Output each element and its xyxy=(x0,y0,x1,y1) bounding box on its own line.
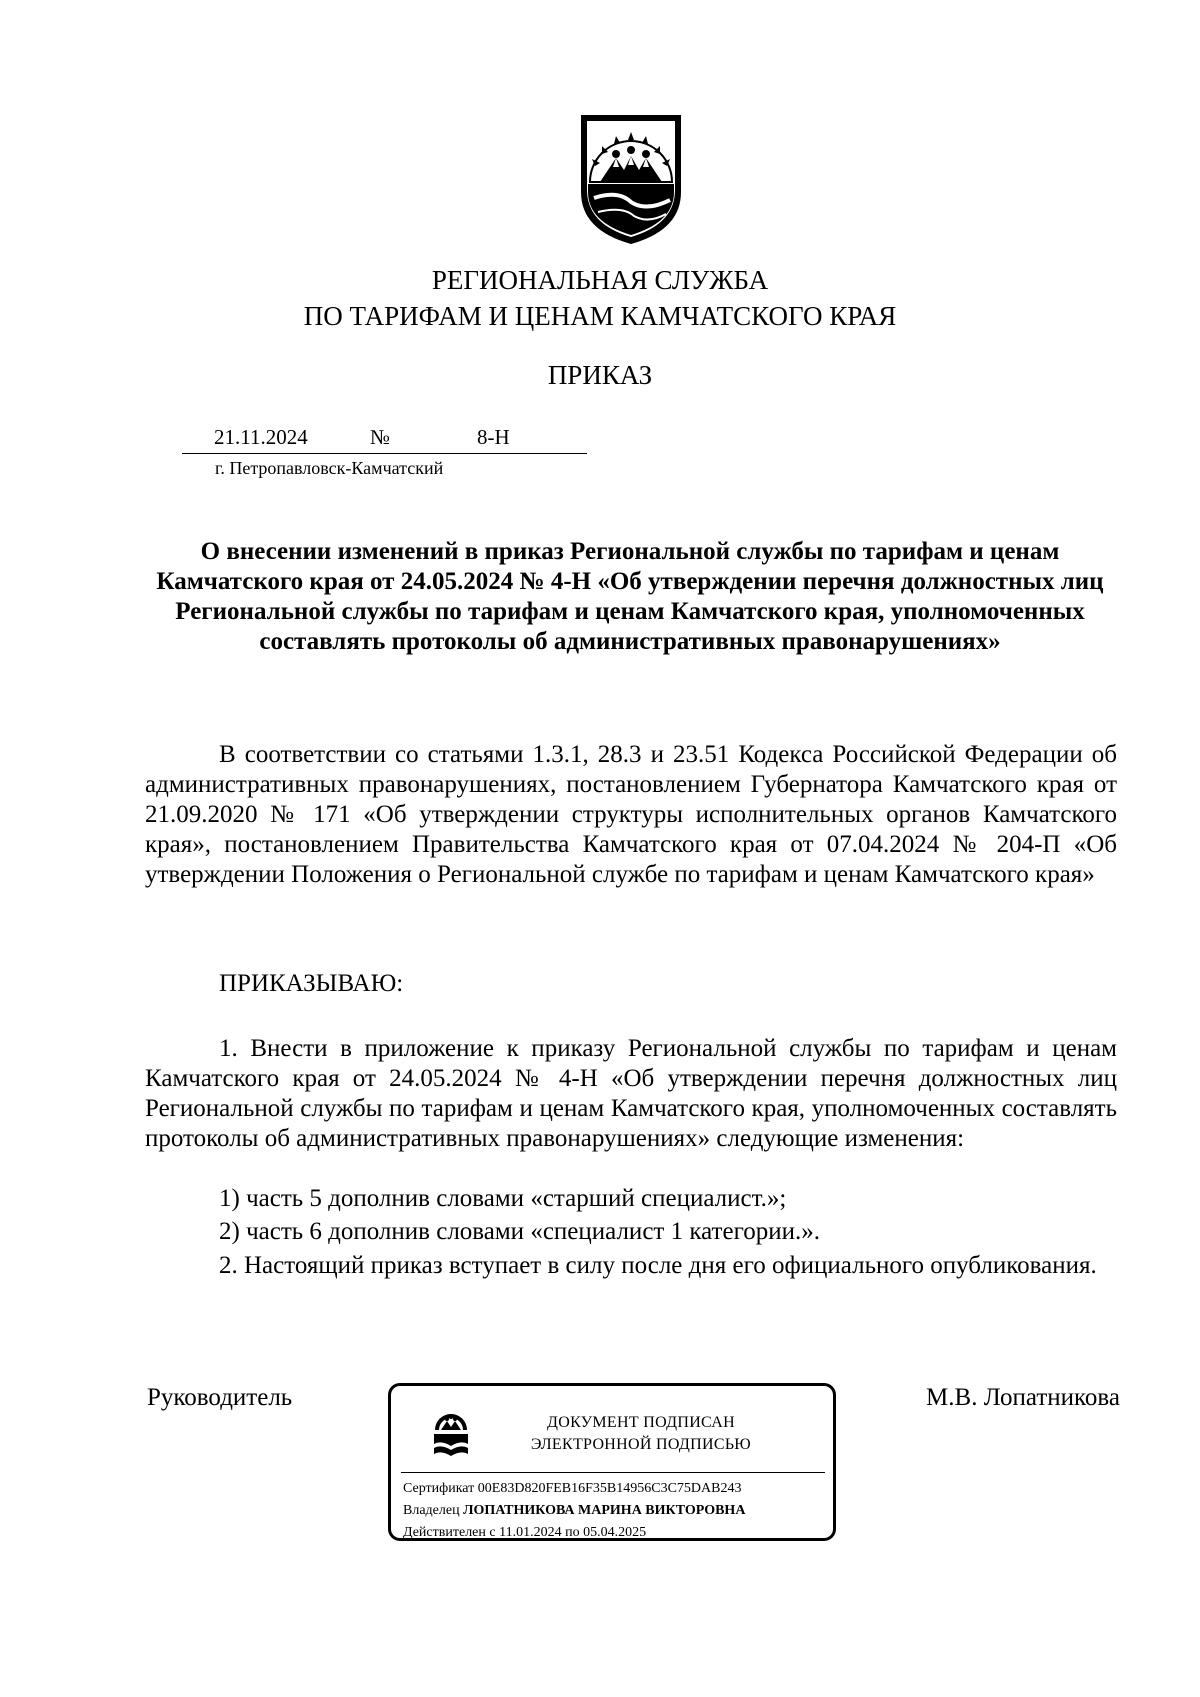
document-type: ПРИКАЗ xyxy=(547,360,653,390)
item-2-paragraph: 2. Настоящий приказ вступает в силу после дня его официального опубликования. xyxy=(219,1252,1097,1279)
stamp-divider xyxy=(401,1472,825,1473)
stamp-validity xyxy=(403,1524,646,1542)
item-1-paragraph: 1. Внести в приложение к приказу Региональной службы по тарифам и ценам Камчатского края от 24.05.2024 № 4-Н «Об утверждении перечня должностных лиц Региональной службы по тарифам и ценам Камчатского края, уполномоченных составлять протоколы об административных правонарушениях» следующие изменения: xyxy=(145,1035,1117,1152)
date-number-line xyxy=(182,425,587,454)
certificate-label: Сертификат xyxy=(403,1481,475,1496)
order-word: ПРИКАЗЫВАЮ: xyxy=(219,970,404,997)
stamp-owner xyxy=(403,1502,745,1520)
item-1-subitem-1: 1) часть 5 дополнив словами «старший специалист.»; xyxy=(219,1185,787,1212)
item-1-subitem-2: 2) часть 6 дополнив словами «специалист 1 категории.». xyxy=(219,1218,820,1245)
organization-name xyxy=(0,262,1200,334)
validity-to-label: по xyxy=(565,1525,580,1540)
document-number: 8-Н xyxy=(477,425,510,449)
preamble-paragraph: В соответствии со статьями 1.3.1, 28.3 и 23.51 Кодекса Российской Федерации об административных правонарушениях, постановлением Губернатора Камчатского края от 21.09.2020 № 171 «Об утверждении структуры исполнительных органов Камчатского края», постановлением Правительства Камчатского края от 07.04.2024 № 204-П «Об утверждении Положения о Региональной службе по тарифам и ценам Камчатского края» xyxy=(145,741,1117,888)
signatory-role: Руководитель xyxy=(147,1384,293,1411)
validity-from-label: с xyxy=(489,1525,496,1540)
owner-label: Владелец xyxy=(403,1503,460,1518)
electronic-signature-stamp xyxy=(388,1383,836,1541)
stamp-heading-line1: ДОКУМЕНТ ПОДПИСАН xyxy=(547,1414,735,1431)
stamp-heading-line2: ЭЛЕКТРОННОЙ ПОДПИСЬЮ xyxy=(530,1436,752,1453)
organization-name-line1: РЕГИОНАЛЬНАЯ СЛУЖБА xyxy=(431,265,769,295)
coat-of-arms-book-icon xyxy=(431,1410,471,1458)
document-city: г. Петропавловск-Камчатский xyxy=(215,458,444,478)
owner-value: ЛОПАТНИКОВА МАРИНА ВИКТОРОВНА xyxy=(463,1503,746,1518)
validity-from: 11.01.2024 xyxy=(499,1525,562,1540)
document-title: О внесении изменений в приказ Региональной службы по тарифам и ценам Камчатского края от 24.05.2024 № 4-Н «Об утверждении перечня должностных лиц Региональной службы по тарифам и ценам Камчатского края, уполномоченных составлять протоколы об административных правонарушениях» xyxy=(156,538,1104,655)
document-date: 21.11.2024 xyxy=(214,425,308,449)
stamp-heading xyxy=(491,1412,791,1456)
stamp-certificate xyxy=(403,1480,741,1498)
coat-of-arms-icon xyxy=(578,112,684,246)
organization-name-line2: ПО ТАРИФАМ И ЦЕНАМ КАМЧАТСКОГО КРАЯ xyxy=(303,301,897,331)
number-label: № xyxy=(370,425,391,449)
validity-to: 05.04.2025 xyxy=(583,1525,647,1540)
validity-label: Действителен xyxy=(403,1525,486,1540)
signatory-name: М.В. Лопатникова xyxy=(926,1384,1120,1411)
certificate-value: 00E83D820FEB16F35B14956C3C75DAB243 xyxy=(477,1481,742,1496)
